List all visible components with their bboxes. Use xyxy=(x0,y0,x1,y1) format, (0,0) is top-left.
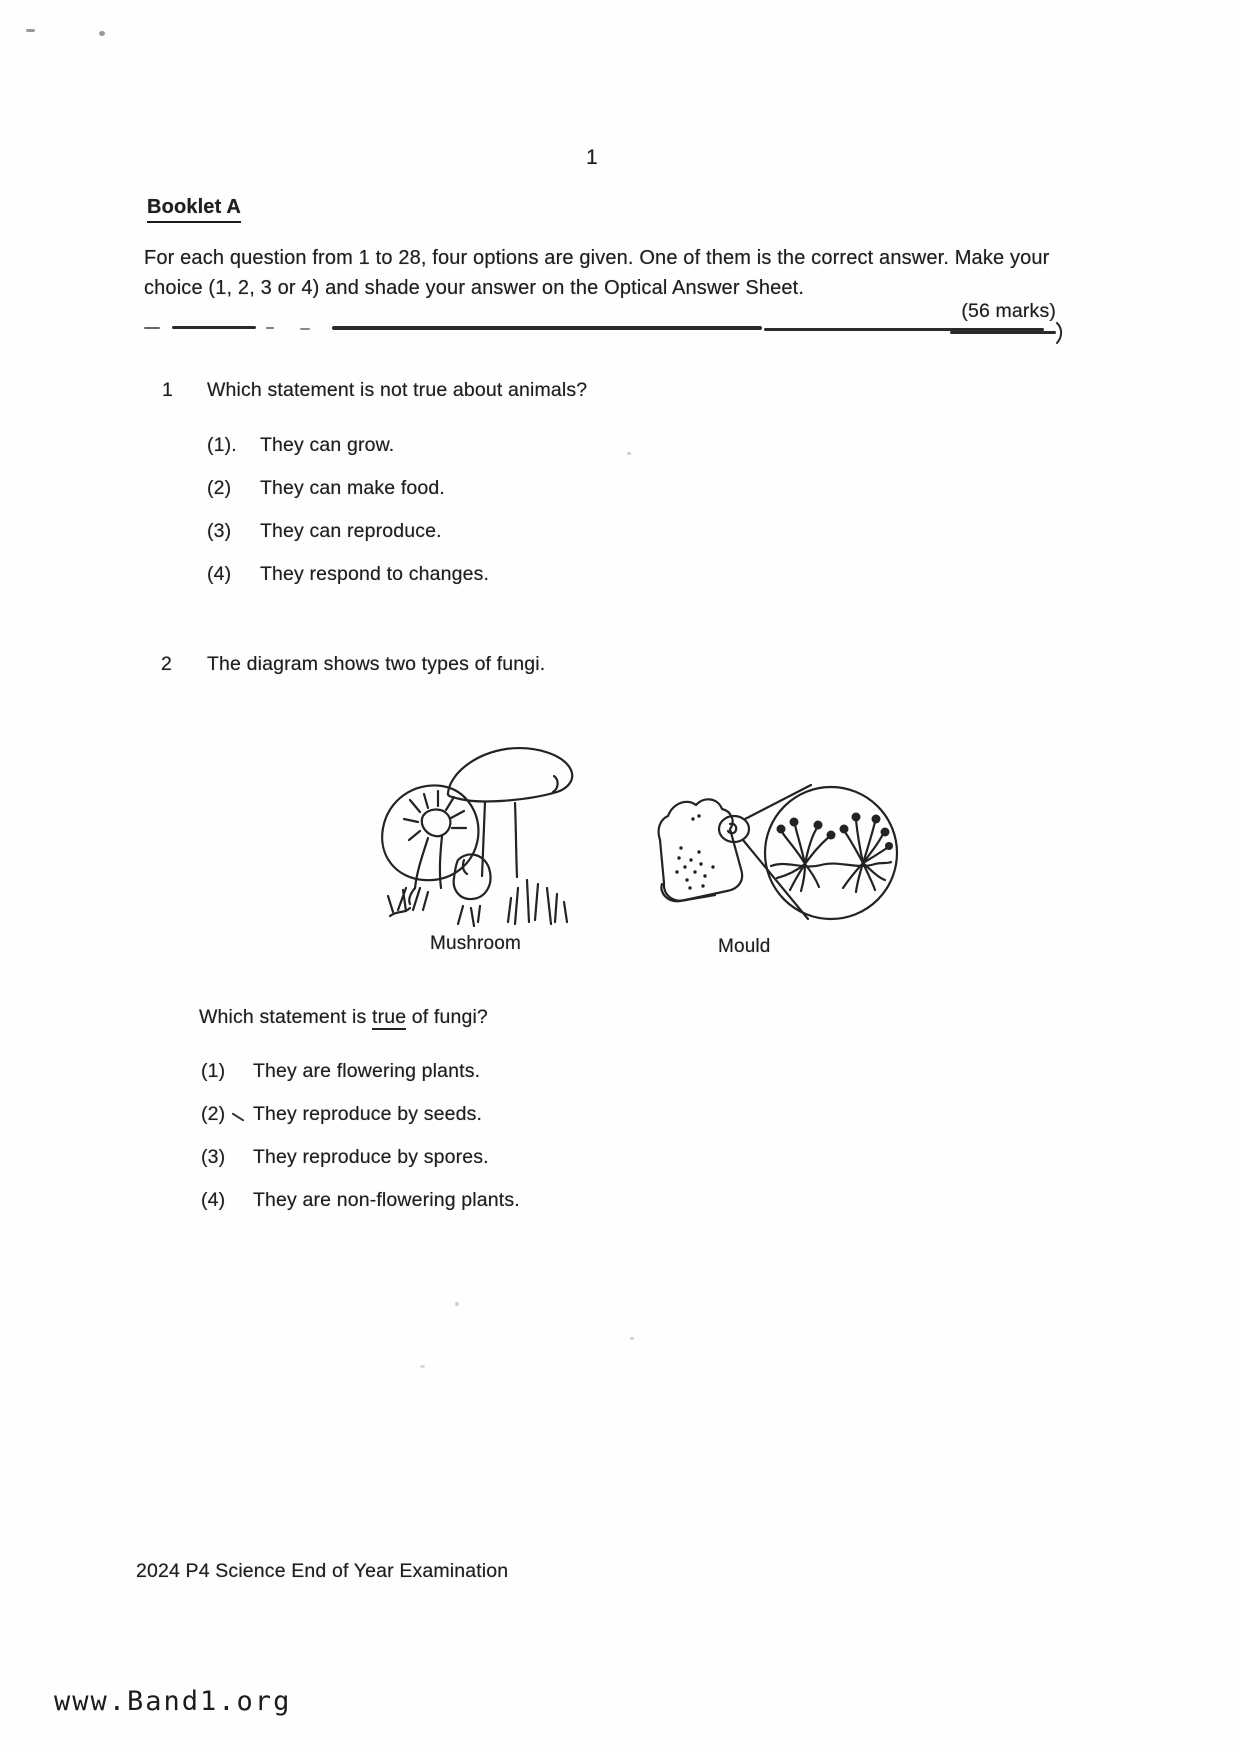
scan-speck xyxy=(420,1365,425,1368)
question-2-text: Which statement is true of fungi? xyxy=(199,1006,488,1028)
page-number: 1 xyxy=(586,146,598,169)
q2-option-1-text: They are flowering plants. xyxy=(253,1060,481,1082)
q1-option-3-label: (3) xyxy=(207,520,232,542)
rule-end-curl xyxy=(1052,322,1066,344)
q2-option-2-text: They reproduce by seeds. xyxy=(253,1103,483,1125)
instructions: For each question from 1 to 28, four options are given. One of them is the correct answer. Make your choice (1, 2, 3 or 4) and shade your answer on the Optical Answer Sheet. xyxy=(144,247,1050,299)
q2-option-3-text: They reproduce by spores. xyxy=(253,1146,489,1168)
scan-speck xyxy=(630,1337,634,1340)
q2-option-2-label: (2) xyxy=(201,1103,226,1125)
bread-mould-illustration xyxy=(635,772,900,937)
q1-option-4-label: (4) xyxy=(207,563,232,585)
question-2-intro: The diagram shows two types of fungi. xyxy=(207,653,546,675)
watermark-url: www.Band1.org xyxy=(54,1686,292,1717)
q2-option-1-label: (1) xyxy=(201,1060,226,1082)
mushroom-illustration xyxy=(368,738,598,933)
question-1-text: Which statement is not true about animals? xyxy=(207,379,588,401)
diagram-label-mushroom: Mushroom xyxy=(430,933,521,954)
q1-option-4-text: They respond to changes. xyxy=(260,563,490,585)
scan-speck xyxy=(627,452,631,455)
q1-option-1-label: (1). xyxy=(207,434,237,456)
q1-option-3-text: They can reproduce. xyxy=(260,520,442,542)
q1-option-2-text: They can make food. xyxy=(260,477,445,499)
question-2-number: 2 xyxy=(161,653,172,675)
marks-total: (56 marks) xyxy=(961,300,1056,322)
exam-footer: 2024 P4 Science End of Year Examination xyxy=(136,1560,509,1582)
q1-option-1-text: They can grow. xyxy=(260,434,395,456)
scan-speck xyxy=(26,29,35,32)
booklet-title: Booklet A xyxy=(147,196,241,223)
scan-speck xyxy=(455,1302,459,1306)
scan-stray-mark xyxy=(232,1112,245,1121)
q2-option-4-text: They are non-flowering plants. xyxy=(253,1189,520,1211)
diagram-label-mould: Mould xyxy=(718,936,771,957)
q1-option-2-label: (2) xyxy=(207,477,232,499)
question-1-number: 1 xyxy=(162,379,173,401)
q2-option-4-label: (4) xyxy=(201,1189,226,1211)
underlined-word: true xyxy=(372,1006,407,1028)
scan-speck xyxy=(99,31,105,36)
q2-option-3-label: (3) xyxy=(201,1146,226,1168)
